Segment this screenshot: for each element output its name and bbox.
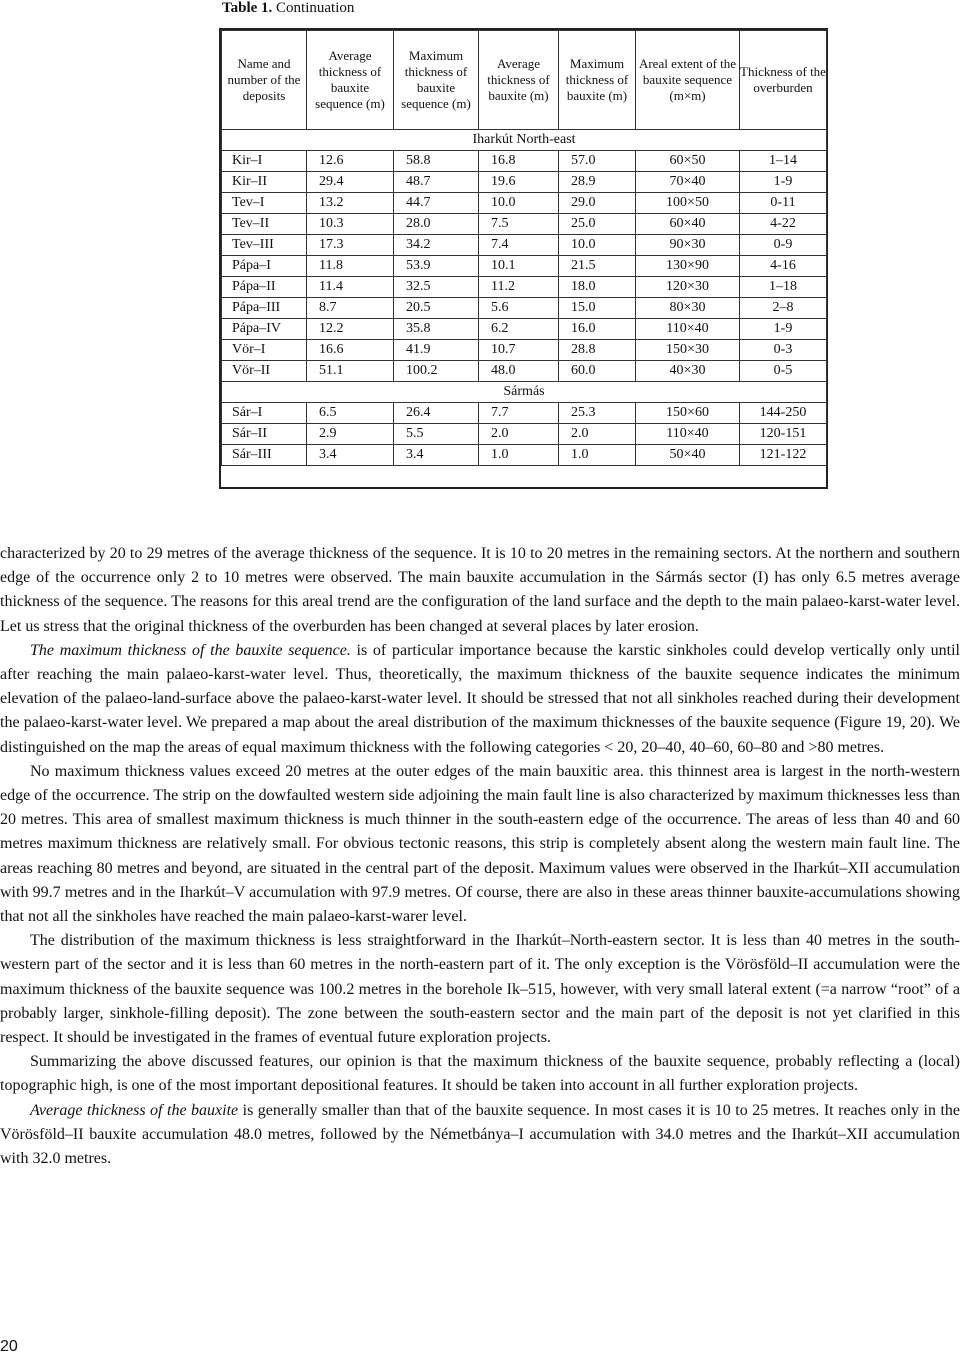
table-row: [222, 256, 827, 277]
table-cell: 20.5: [394, 298, 479, 319]
table-row: [222, 340, 827, 361]
paragraph-2: [0, 639, 960, 760]
table-cell: 1-9: [740, 172, 827, 193]
table-row: [222, 298, 827, 319]
table-cell: 100×50: [636, 193, 740, 214]
table-cell: 1.0: [479, 445, 559, 466]
paragraph-6: [0, 1099, 960, 1172]
table-row: [222, 235, 827, 256]
column-header: Maximum thickness of bauxite sequence (m): [394, 31, 479, 130]
deposit-name-cell: Tev–II: [222, 214, 307, 235]
table-cell: 50×40: [636, 445, 740, 466]
table-cell: 26.4: [394, 403, 479, 424]
article-body: [0, 542, 960, 1171]
data-table-frame: [219, 28, 828, 489]
table-cell: 150×30: [636, 340, 740, 361]
column-header: Thickness of the overburden: [740, 31, 827, 130]
table-cell: 0-5: [740, 361, 827, 382]
deposit-name-cell: Kir–II: [222, 172, 307, 193]
table-cell: 60×50: [636, 151, 740, 172]
table-cell: 7.7: [479, 403, 559, 424]
deposit-name-cell: Sár–II: [222, 424, 307, 445]
table-caption-text: Continuation: [276, 0, 355, 16]
column-header: Areal extent of the bauxite sequence (m×m): [636, 31, 740, 130]
table-cell: 0-3: [740, 340, 827, 361]
table-cell: 7.4: [479, 235, 559, 256]
table-cell: 10.1: [479, 256, 559, 277]
table-cell: 5.6: [479, 298, 559, 319]
table-row: [222, 193, 827, 214]
paragraph-6-text: is generally smaller than that of the bauxite sequence. In most cases it is 10 to 25 metres. It reaches only in the Vörösföld–II bauxite accumulation 48.0 metres, followed by the Németbánya–I accumulation with 34.0 metres and the Iharkút–XII accumulation with 32.0 metres.: [0, 1101, 960, 1168]
column-header: Average thickness of bauxite (m): [479, 31, 559, 130]
table-cell: 10.0: [559, 235, 636, 256]
table-cell: 5.5: [394, 424, 479, 445]
table-cell: 150×60: [636, 403, 740, 424]
table-cell: 28.0: [394, 214, 479, 235]
deposit-name-cell: Tev–III: [222, 235, 307, 256]
table-cell: 6.5: [307, 403, 394, 424]
table-row: [222, 214, 827, 235]
table-cell: 70×40: [636, 172, 740, 193]
table-cell: 1–14: [740, 151, 827, 172]
table-cell: 28.8: [559, 340, 636, 361]
paragraph-4: The distribution of the maximum thickness is less straightforward in the Iharkút–North-eastern sector. It is less than 40 metres in the south-western part of the sector and it is less than 60 metres in the north-eastern part of it. The only exception is the Vörösföld–II accumulation were the maximum thickness of the bauxite sequence was 100.2 metres in the borehole Ik–515, however, with very small lateral extent (=a narrow “root” of a probably larger, sinkhole-filling deposit). The zone between the south-eastern sector and the main part of the deposit is not yet clarified in this respect. It should be investigated in the frames of eventual future exploration projects.: [0, 932, 960, 1047]
table-cell: 13.2: [307, 193, 394, 214]
table-cell: 28.9: [559, 172, 636, 193]
table-cell: 1-9: [740, 319, 827, 340]
table-row: [222, 424, 827, 445]
table-caption-label: Table 1.: [222, 0, 273, 16]
page-number: 20: [0, 1338, 18, 1355]
table-cell: 110×40: [636, 319, 740, 340]
table-cell: 3.4: [394, 445, 479, 466]
table-cell: 4-16: [740, 256, 827, 277]
deposit-name-cell: Vör–I: [222, 340, 307, 361]
table-cell: 120×30: [636, 277, 740, 298]
table-cell: 16.0: [559, 319, 636, 340]
table-cell: 29.0: [559, 193, 636, 214]
table-cell: 110×40: [636, 424, 740, 445]
table-cell: 8.7: [307, 298, 394, 319]
table-row: [222, 403, 827, 424]
group-label: Iharkút North-east: [222, 130, 827, 151]
table-cell: 1–18: [740, 277, 827, 298]
table-cell: 25.0: [559, 214, 636, 235]
table-cell: 144-250: [740, 403, 827, 424]
table-cell: 58.8: [394, 151, 479, 172]
table-cell: 35.8: [394, 319, 479, 340]
table-cell: 48.7: [394, 172, 479, 193]
table-cell: 51.1: [307, 361, 394, 382]
table-cell: 25.3: [559, 403, 636, 424]
table-cell: 120-151: [740, 424, 827, 445]
table-cell: 7.5: [479, 214, 559, 235]
table-cell: 21.5: [559, 256, 636, 277]
paragraph-6-heading: Average thickness of the bauxite: [30, 1101, 239, 1119]
table-cell: 17.3: [307, 235, 394, 256]
paragraph-2-text: is of particular importance because the karstic sinkholes could develop vertically only until after reaching the main palaeo-karst-water level. Thus, theoretically, the maximum thickness of the bauxite sequence indicates the minimum elevation of the palaeo-land-surface above the palaeo-karst-water level. It should be stressed that not all sinkholes reached during their development the palaeo-karst-water level. We prepared a map about the areal distribution of the maximum thicknesses of the bauxite sequence (Figure 19, 20). We distinguished on the map the areas of equal maximum thickness with the following categories < 20, 20–40, 40–60, 60–80 and >80 metres.: [0, 641, 960, 756]
table-cell: 19.6: [479, 172, 559, 193]
table-row: [222, 361, 827, 382]
table-cell: 2.0: [559, 424, 636, 445]
table-cell: 16.8: [479, 151, 559, 172]
table-group-row: [222, 382, 827, 403]
table-cell: 130×90: [636, 256, 740, 277]
deposits-table: [221, 30, 827, 466]
deposit-name-cell: Sár–III: [222, 445, 307, 466]
table-group-row: [222, 130, 827, 151]
table-cell: 10.3: [307, 214, 394, 235]
group-label: Sármás: [222, 382, 827, 403]
table-cell: 3.4: [307, 445, 394, 466]
table-cell: 29.4: [307, 172, 394, 193]
table-cell: 60×40: [636, 214, 740, 235]
table-cell: 121-122: [740, 445, 827, 466]
table-cell: 1.0: [559, 445, 636, 466]
table-cell: 11.8: [307, 256, 394, 277]
table-cell: 34.2: [394, 235, 479, 256]
table-cell: 18.0: [559, 277, 636, 298]
paragraph-1: characterized by 20 to 29 metres of the average thickness of the sequence. It is 10 to 20 metres in the remaining sectors. At the northern and southern edge of the occurrence only 2 to 10 metres were observed. The main bauxite accumulation in the Sármás sector (I) has only 6.5 metres average thickness of the sequence. The reasons for this areal trend are the configuration of the land surface and the depth to the main palaeo-karst-water level. Let us stress that the original thickness of the overburden has been changed at several places by later erosion.: [0, 545, 960, 635]
column-header: Name and number of the deposits: [222, 31, 307, 130]
table-cell: 48.0: [479, 361, 559, 382]
deposit-name-cell: Vör–II: [222, 361, 307, 382]
table-cell: 16.6: [307, 340, 394, 361]
table-cell: 0-11: [740, 193, 827, 214]
table-cell: 32.5: [394, 277, 479, 298]
deposit-name-cell: Pápa–IV: [222, 319, 307, 340]
table-cell: 12.2: [307, 319, 394, 340]
deposit-name-cell: Pápa–II: [222, 277, 307, 298]
paragraph-3: No maximum thickness values exceed 20 metres at the outer edges of the main bauxitic area. this thinnest area is largest in the north-western edge of the occurrence. The strip on the dowfaulted western side adjoining the main fault line is also characterized by maximum thicknesses less than 20 metres. This area of smallest maximum thickness is much thinner in the south-eastern edge of the occurrence. The areas of less than 40 and 60 metres maximum thickness are relatively small. For obvious tectonic reasons, this strip is completely absent along the western main fault line. The areas reaching 80 metres and beyond, are situated in the central part of the deposit. Maximum values were observed in the Iharkút–XII accumulation with 99.7 metres and in the Iharkút–V accumulation with 97.9 metres. Of course, there are also in these areas thinner bauxite-accumulations showing that not all the sinkholes have reached the main palaeo-karst-warer level.: [0, 762, 960, 926]
table-cell: 57.0: [559, 151, 636, 172]
table-cell: 90×30: [636, 235, 740, 256]
paragraph-2-heading: The maximum thickness of the bauxite sequence.: [30, 641, 351, 659]
table-cell: 44.7: [394, 193, 479, 214]
table-cell: 60.0: [559, 361, 636, 382]
table-body: [222, 130, 827, 466]
deposit-name-cell: Pápa–I: [222, 256, 307, 277]
table-row: [222, 319, 827, 340]
deposit-name-cell: Sár–I: [222, 403, 307, 424]
table-row: [222, 445, 827, 466]
table-cell: 2.9: [307, 424, 394, 445]
table-header-row: [222, 31, 827, 130]
table-cell: 0-9: [740, 235, 827, 256]
table-row: [222, 172, 827, 193]
table-cell: 80×30: [636, 298, 740, 319]
deposit-name-cell: Tev–I: [222, 193, 307, 214]
table-cell: 100.2: [394, 361, 479, 382]
table-cell: 15.0: [559, 298, 636, 319]
column-header: Average thickness of bauxite sequence (m): [307, 31, 394, 130]
table-cell: 10.7: [479, 340, 559, 361]
table-cell: 6.2: [479, 319, 559, 340]
table-row: [222, 151, 827, 172]
table-cell: 41.9: [394, 340, 479, 361]
table-row: [222, 277, 827, 298]
table-cell: 4-22: [740, 214, 827, 235]
deposit-name-cell: Kir–I: [222, 151, 307, 172]
column-header: Maximum thickness of bauxite (m): [559, 31, 636, 130]
table-cell: 11.2: [479, 277, 559, 298]
table-cell: 40×30: [636, 361, 740, 382]
table-cell: 11.4: [307, 277, 394, 298]
table-caption: [222, 0, 354, 16]
table-cell: 10.0: [479, 193, 559, 214]
paragraph-5: Summarizing the above discussed features, our opinion is that the maximum thickness of the bauxite sequence, probably reflecting a (local) topographic high, is one of the most important depositional features. It should be taken into account in all further exploration projects.: [0, 1053, 960, 1095]
table-cell: 12.6: [307, 151, 394, 172]
deposit-name-cell: Pápa–III: [222, 298, 307, 319]
table-cell: 53.9: [394, 256, 479, 277]
table-cell: 2–8: [740, 298, 827, 319]
table-cell: 2.0: [479, 424, 559, 445]
